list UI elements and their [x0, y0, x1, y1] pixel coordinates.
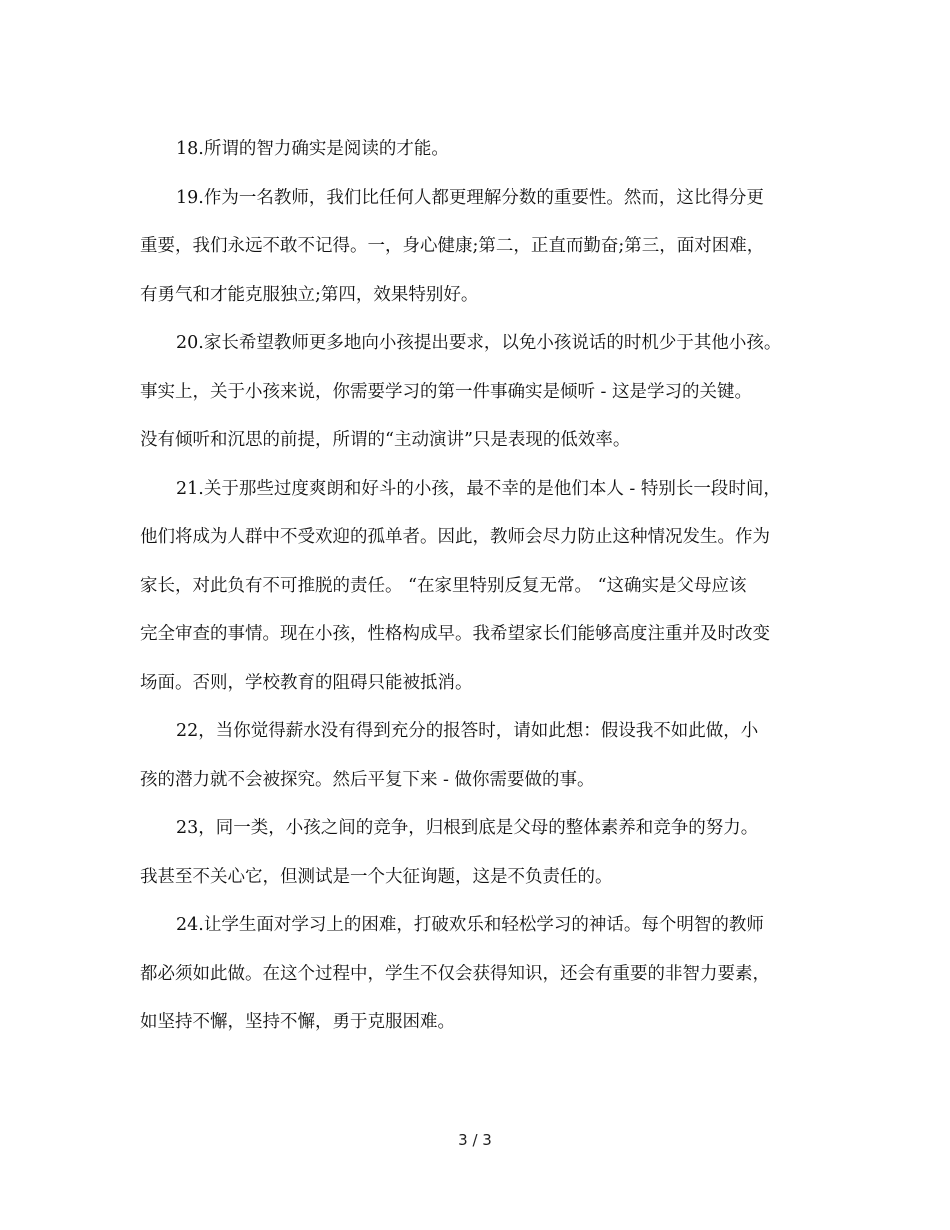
paragraph-21: [140, 465, 840, 708]
paragraph-line: 完全审查的事情。现在小孩，性格构成早。我希望家长们能够高度注重并及时改变: [140, 624, 770, 644]
paragraph-line: 如坚持不懈，坚持不懈，勇于克服困难。: [140, 1012, 455, 1032]
paragraph-20: [140, 319, 840, 465]
paragraph-line: 场面。否则，学校教育的阻碍只能被抵消。: [140, 672, 473, 693]
paragraph-line: 他们将成为人群中不受欢迎的孤单者。因此，教师会尽力防止这种情况发生。作为: [140, 527, 770, 547]
paragraph-line: 我甚至不关心它，但测试是一个大征询题，这是不负责任的。: [140, 866, 613, 887]
paragraph-line: 有勇气和才能克服独立;第四，效果特别好。: [140, 284, 479, 305]
paragraph-22: [140, 707, 840, 804]
paragraph-18: [140, 125, 840, 174]
paragraph-19: [140, 174, 840, 320]
paragraph-line: 家长，对此负有不可推脱的责任。 “在家里特别反复无常。 “这确实是父母应该: [140, 575, 747, 596]
paragraph-line: 重要，我们永远不敢不记得。一，身心健康;第二，正直而勤奋;第三，面对困难，: [140, 236, 765, 256]
paragraph-line: 19.作为一名教师，我们比任何人都更理解分数的重要性。然而，这比得分更: [176, 187, 764, 208]
paragraph-line: 都必须如此做。在这个过程中，学生不仅会获得知识，还会有重要的非智力要素，: [140, 963, 770, 984]
paragraph-line: 孩的潜力就不会被探究。然后平复下来 - 做你需要做的事。: [140, 769, 595, 790]
paragraph-line: 20.家长希望教师更多地向小孩提出要求，以免小孩说话的时机少于其他小孩。: [176, 333, 782, 353]
paragraph-line: 事实上，关于小孩来说，你需要学习的第一件事确实是倾听 - 这是学习的关键。: [140, 381, 753, 402]
paragraph-line: 22，当你觉得薪水没有得到充分的报答时，请如此想：假设我不如此做，小: [176, 721, 759, 741]
paragraph-23: [140, 804, 840, 901]
paragraph-line: 21.关于那些过度爽朗和好斗的小孩，最不幸的是他们本人 - 特别长一段时间，: [176, 478, 781, 499]
paragraph-24: [140, 901, 840, 1047]
paragraph-line: 没有倾听和沉思的前提，所谓的“主动演讲”只是表现的低效率。: [140, 430, 631, 450]
document-body: [140, 125, 840, 1047]
paragraph-line: 18.所谓的智力确实是阅读的才能。: [176, 139, 449, 159]
paragraph-line: 23，同一类，小孩之间的竞争，归根到底是父母的整体素养和竞争的努力。: [176, 818, 759, 838]
paragraph-line: 24.让学生面对学习上的困难，打破欢乐和轻松学习的神话。每个明智的教师: [176, 915, 764, 935]
page-number: 3 / 3: [458, 1131, 492, 1149]
